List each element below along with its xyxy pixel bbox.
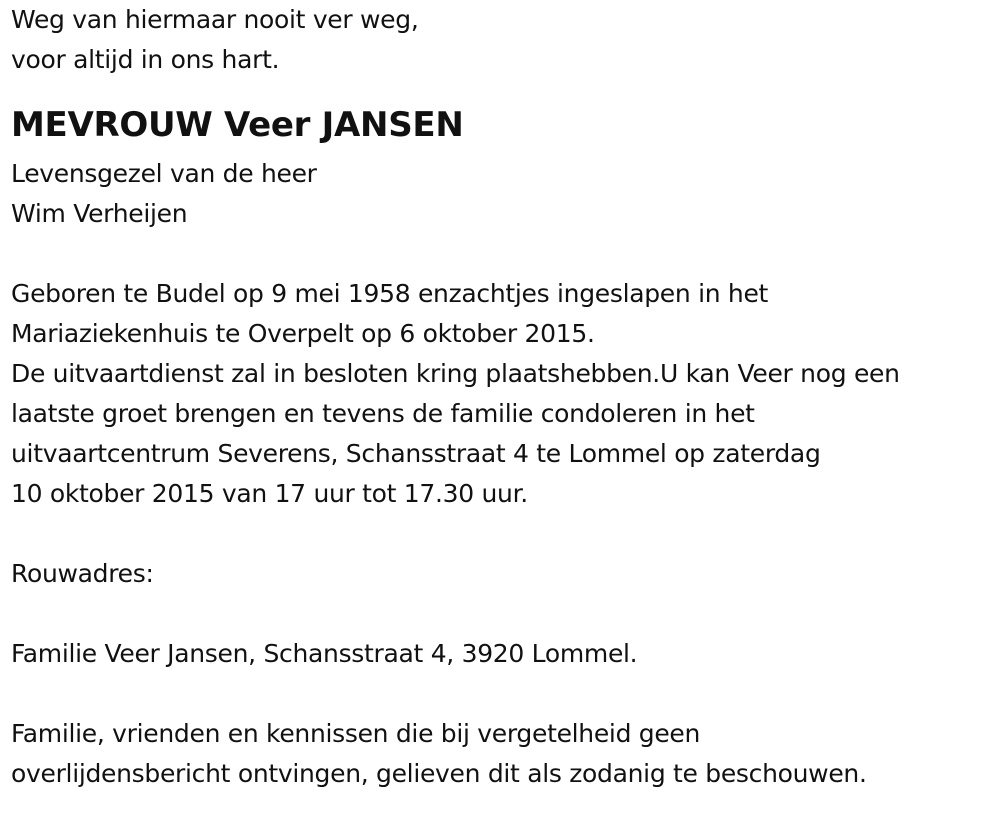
details-paragraph bbox=[11, 274, 991, 514]
details-line-5: uitvaartcentrum Severens, Schansstraat 4 te Lommel op zaterdag bbox=[11, 439, 821, 468]
spacer bbox=[11, 594, 991, 634]
details-line-3: De uitvaartdienst zal in besloten kring plaatshebben.U kan Veer nog een bbox=[11, 359, 900, 388]
death-notice bbox=[11, 0, 991, 794]
closing-paragraph bbox=[11, 714, 991, 794]
address-value: Familie Veer Jansen, Schansstraat 4, 3920 Lommel. bbox=[11, 639, 638, 668]
details-line-2: Mariaziekenhuis te Overpelt op 6 oktober 2015. bbox=[11, 319, 595, 348]
spacer bbox=[11, 674, 991, 714]
deceased-name: MEVROUW Veer JANSEN bbox=[11, 105, 464, 145]
details-line-6: 10 oktober 2015 van 17 uur tot 17.30 uur. bbox=[11, 479, 528, 508]
poem-line-1: Weg van hiermaar nooit ver weg, bbox=[11, 5, 419, 34]
relation bbox=[11, 154, 991, 234]
address-label: Rouwadres: bbox=[11, 559, 154, 588]
relation-line-1: Levensgezel van de heer bbox=[11, 159, 317, 188]
details-line-4: laatste groet brengen en tevens de familie condoleren in het bbox=[11, 399, 755, 428]
spacer bbox=[11, 514, 991, 554]
spacer bbox=[11, 234, 991, 274]
spacer bbox=[11, 80, 991, 102]
closing-line-1: Familie, vrienden en kennissen die bij vergetelheid geen bbox=[11, 719, 701, 748]
poem bbox=[11, 0, 991, 80]
closing-line-2: overlijdensbericht ontvingen, gelieven dit als zodanig te beschouwen. bbox=[11, 759, 867, 788]
details-line-1: Geboren te Budel op 9 mei 1958 enzachtjes ingeslapen in het bbox=[11, 279, 769, 308]
poem-line-2: voor altijd in ons hart. bbox=[11, 45, 280, 74]
relation-line-2: Wim Verheijen bbox=[11, 199, 188, 228]
